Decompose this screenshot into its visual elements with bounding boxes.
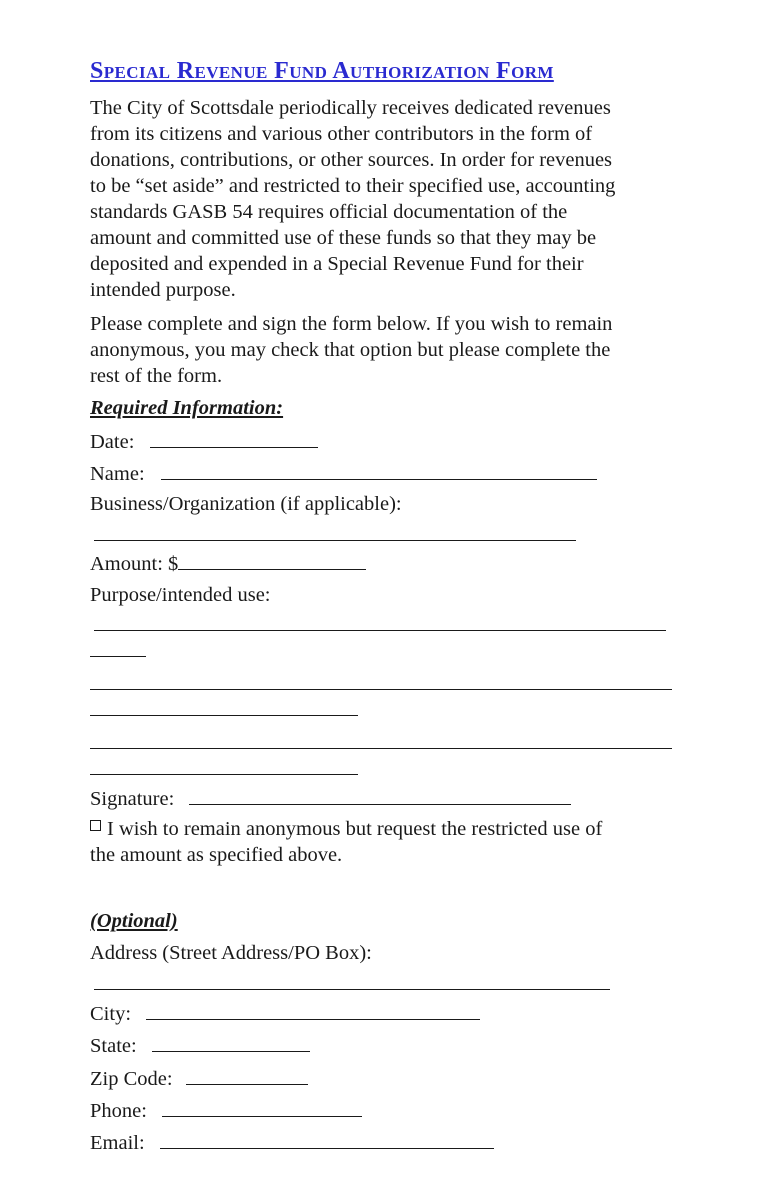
city-field[interactable]: [146, 999, 480, 1020]
intro-line: standards GASB 54 requires official documentation of the: [90, 201, 568, 223]
phone-label: Phone:: [90, 1100, 147, 1122]
amount-row: [90, 549, 366, 577]
signature-field[interactable]: [189, 784, 571, 805]
purpose-field-line-2[interactable]: [90, 689, 672, 690]
address-row: [90, 940, 372, 966]
name-field[interactable]: [161, 459, 597, 480]
anonymous-option: [90, 816, 602, 868]
name-row: [90, 459, 597, 487]
phone-field[interactable]: [162, 1096, 362, 1117]
intro-line: intended purpose.: [90, 279, 236, 301]
intro-line: amount and committed use of these funds so that they may be: [90, 227, 597, 249]
signature-row: [90, 784, 571, 812]
optional-heading: (Optional): [90, 910, 178, 932]
required-info-heading: Required Information:: [90, 397, 284, 419]
business-row: [90, 491, 402, 517]
date-row: [90, 427, 318, 455]
amount-field[interactable]: [178, 549, 366, 570]
purpose-field-line-2b[interactable]: [90, 715, 358, 716]
intro-line: donations, contributions, or other sources. In order for revenues: [90, 149, 613, 171]
purpose-field-line-3[interactable]: [90, 748, 672, 749]
intro-paragraph: [90, 95, 690, 303]
name-label: Name:: [90, 463, 145, 485]
intro-line: from its citizens and various other contributors in the form of: [90, 123, 593, 145]
city-row: [90, 999, 480, 1027]
state-label: State:: [90, 1035, 137, 1057]
intro-line: to be “set aside” and restricted to their specified use, accounting: [90, 175, 616, 197]
address-field[interactable]: [94, 989, 610, 990]
signature-label: Signature:: [90, 788, 175, 810]
purpose-label: Purpose/intended use:: [90, 584, 271, 606]
address-label: Address (Street Address/PO Box):: [90, 942, 372, 964]
purpose-row: [90, 582, 271, 608]
anonymous-text: I wish to remain anonymous but request the restricted use of: [107, 818, 603, 840]
email-row: [90, 1128, 494, 1156]
instruction-line: Please complete and sign the form below. If you wish to remain: [90, 313, 613, 335]
intro-line: deposited and expended in a Special Revenue Fund for their: [90, 253, 584, 275]
zip-field[interactable]: [186, 1064, 308, 1085]
zip-row: [90, 1064, 308, 1092]
state-row: [90, 1031, 310, 1059]
form-title: Special Revenue Fund Authorization Form: [90, 58, 554, 84]
anonymous-checkbox[interactable]: [90, 820, 101, 831]
anonymous-text: the amount as specified above.: [90, 844, 343, 866]
intro-line: The City of Scottsdale periodically receives dedicated revenues: [90, 97, 611, 119]
business-field[interactable]: [94, 540, 576, 541]
email-field[interactable]: [160, 1128, 494, 1149]
purpose-field-line-1b[interactable]: [90, 656, 146, 657]
purpose-field-line-1[interactable]: [94, 630, 666, 631]
date-label: Date:: [90, 431, 135, 453]
instruction-line: rest of the form.: [90, 365, 223, 387]
instruction-line: anonymous, you may check that option but please complete the: [90, 339, 611, 361]
purpose-field-line-3b[interactable]: [90, 774, 358, 775]
instruction-paragraph: [90, 311, 690, 389]
phone-row: [90, 1096, 362, 1124]
business-label: Business/Organization (if applicable):: [90, 493, 402, 515]
date-field[interactable]: [150, 427, 318, 448]
city-label: City:: [90, 1003, 132, 1025]
amount-label: Amount: $: [90, 553, 179, 575]
state-field[interactable]: [152, 1031, 310, 1052]
email-label: Email:: [90, 1132, 145, 1154]
zip-label: Zip Code:: [90, 1068, 173, 1090]
